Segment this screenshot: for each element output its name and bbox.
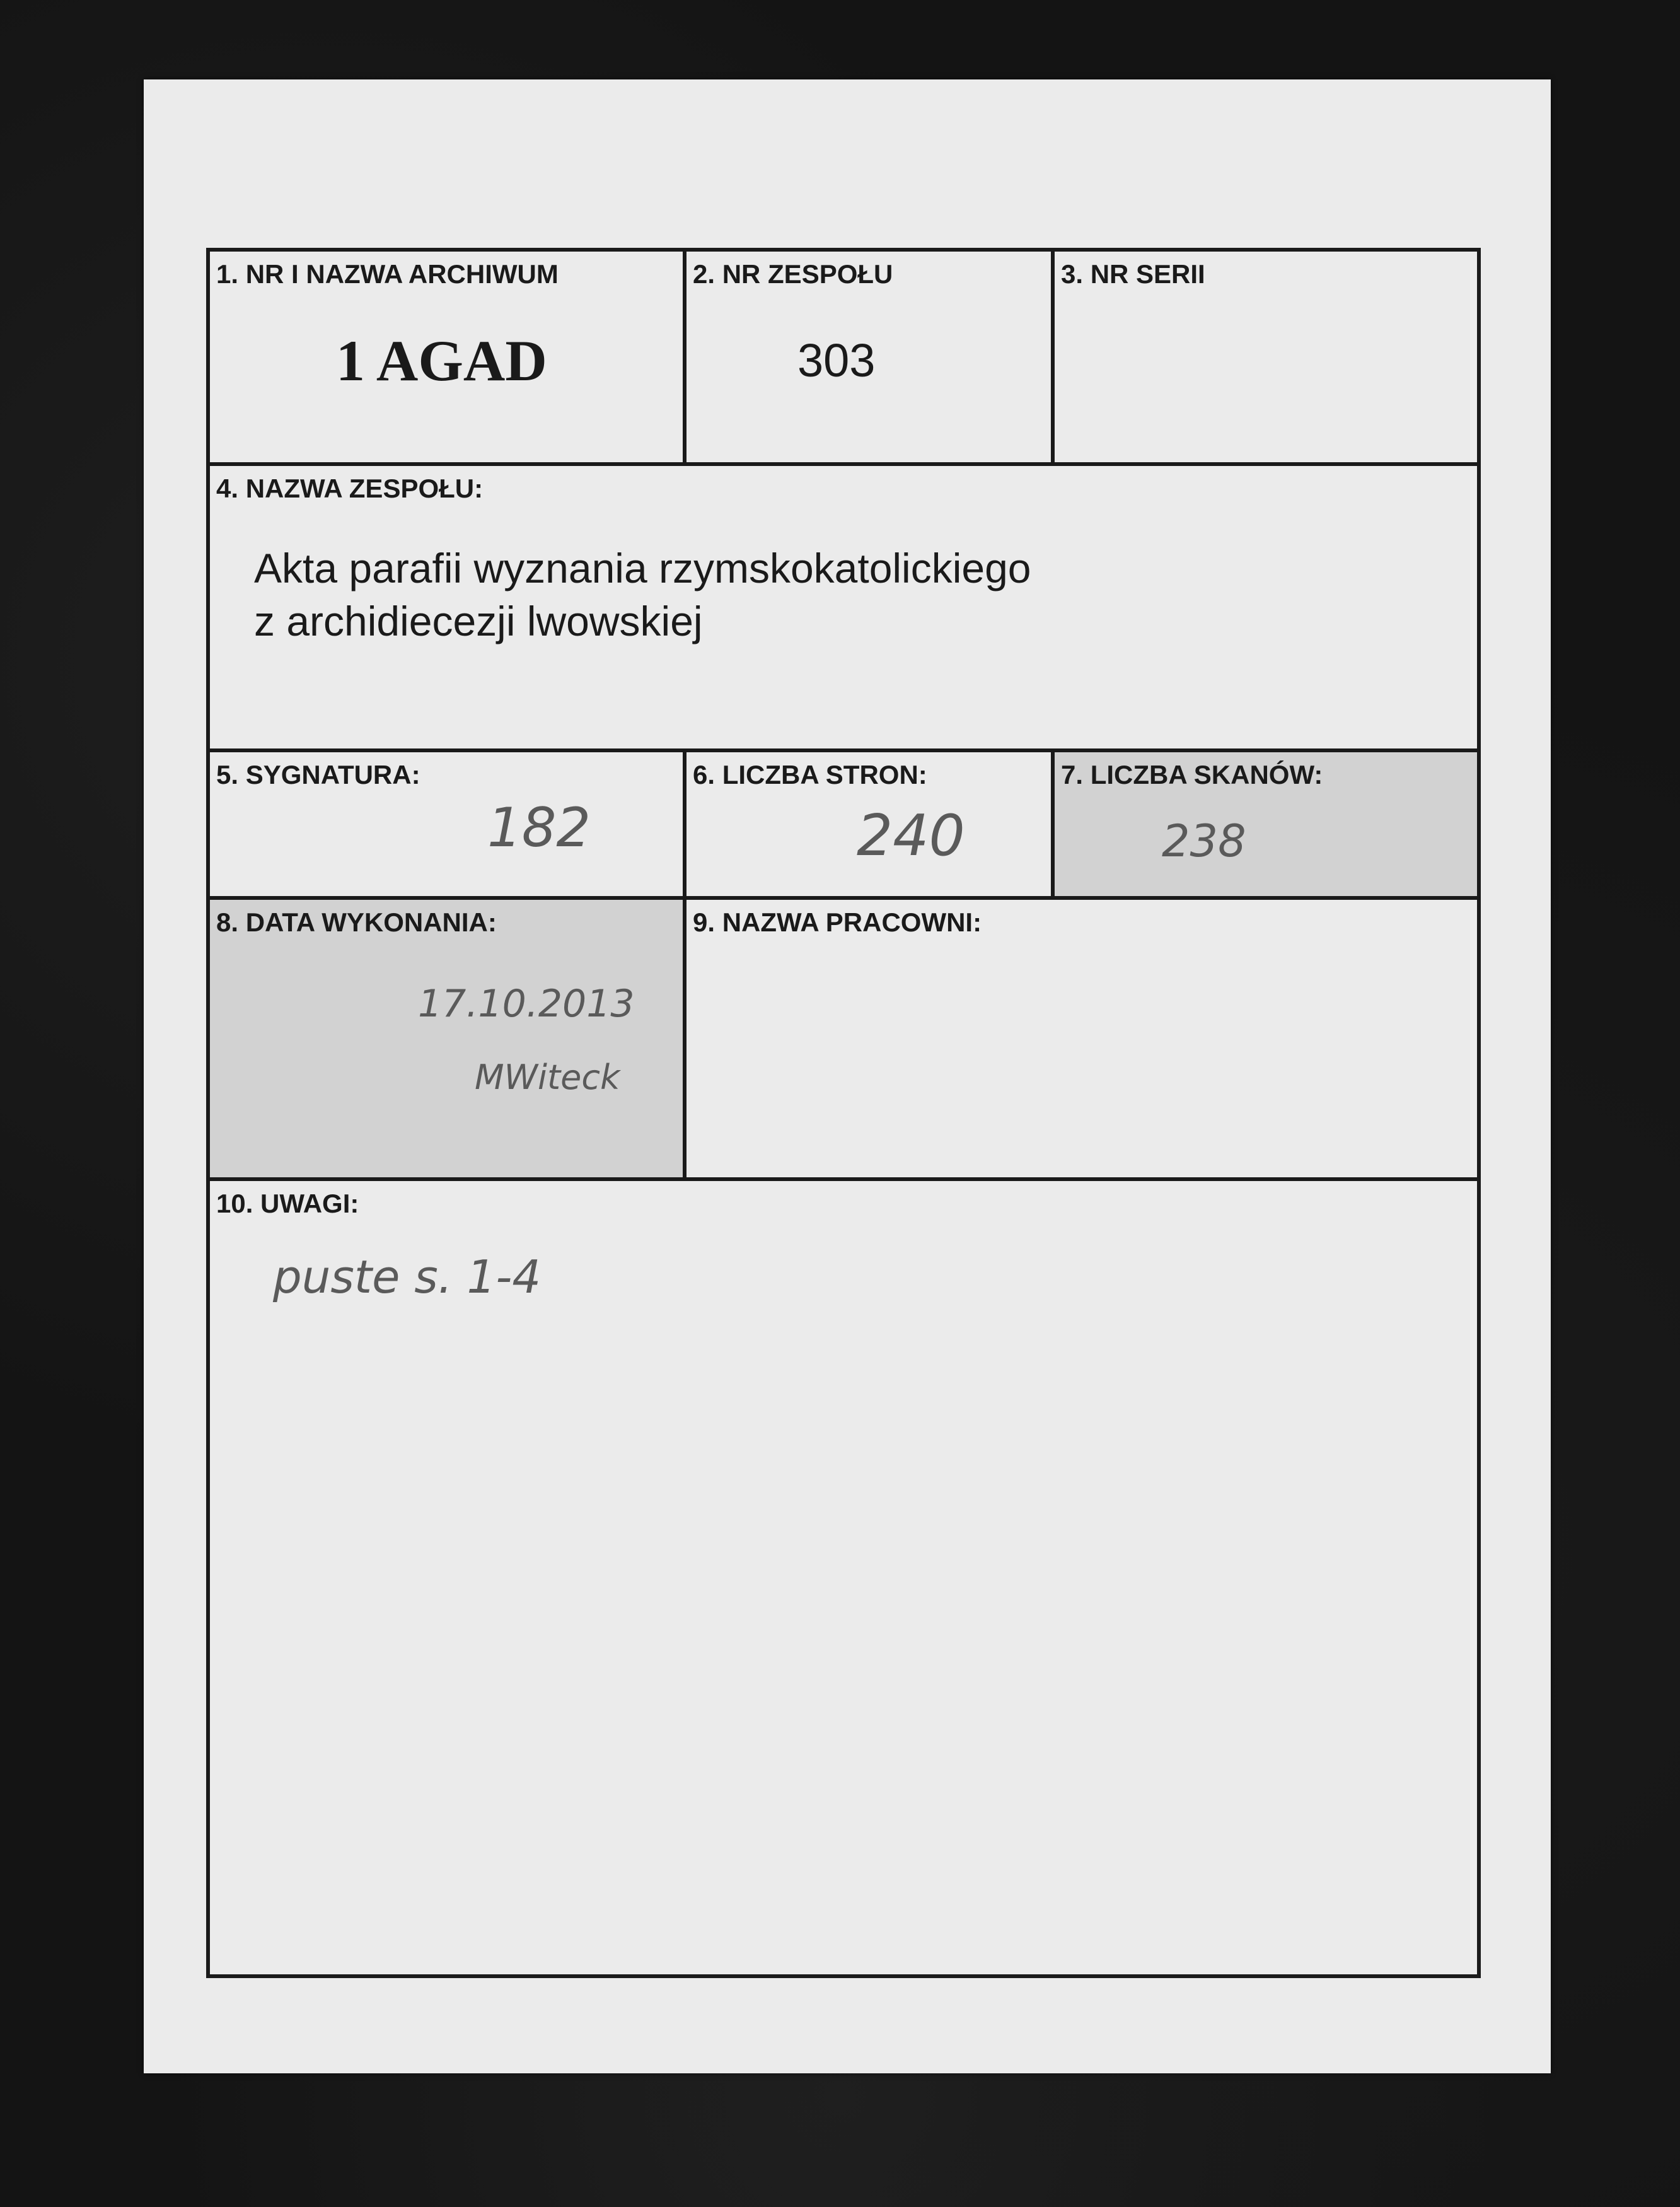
field-page-count-value: 240 <box>857 803 965 869</box>
field-series-number <box>1055 252 1477 466</box>
field-signature-label: 5. SYGNATURA: <box>216 760 420 789</box>
metadata-form <box>206 248 1481 1978</box>
field-archive-name-label: 1. NR I NAZWA ARCHIWUM <box>216 259 559 289</box>
field-signature <box>210 752 686 900</box>
field-remarks-value: puste s. 1-4 <box>273 1250 542 1303</box>
field-scan-count-value: 238 <box>1162 815 1246 867</box>
field-fond-number <box>686 252 1055 466</box>
field-completion-date-value: 17.10.2013 <box>418 982 635 1026</box>
field-page-count <box>686 752 1055 900</box>
field-completion-date <box>210 900 686 1181</box>
field-fond-name-value <box>254 542 1031 648</box>
field-signature-value: 182 <box>487 796 591 859</box>
field-scan-count <box>1055 752 1477 900</box>
archive-form-sheet <box>144 79 1551 2073</box>
field-series-number-label: 3. NR SERII <box>1061 259 1205 289</box>
field-fond-number-value: 303 <box>797 334 876 387</box>
field-workshop-name-label: 9. NAZWA PRACOWNI: <box>693 907 982 937</box>
field-scan-count-label: 7. LICZBA SKANÓW: <box>1061 760 1323 789</box>
field-workshop-name <box>686 900 1477 1181</box>
field-fond-name-label: 4. NAZWA ZESPOŁU: <box>216 474 484 503</box>
field-fond-name <box>210 466 1477 752</box>
fond-name-line-1: Akta parafii wyznania rzymskokatolickiego <box>254 545 1031 591</box>
field-completion-date-label: 8. DATA WYKONANIA: <box>216 907 497 937</box>
handwritten-signature: MWiteck <box>475 1057 620 1097</box>
field-archive-name <box>210 252 686 466</box>
field-remarks-label: 10. UWAGI: <box>216 1189 359 1218</box>
field-remarks <box>210 1181 1477 1974</box>
field-fond-number-label: 2. NR ZESPOŁU <box>693 259 893 289</box>
field-archive-name-value: 1 AGAD <box>336 329 547 393</box>
fond-name-line-2: z archidiecezji lwowskiej <box>254 598 703 644</box>
field-page-count-label: 6. LICZBA STRON: <box>693 760 927 789</box>
